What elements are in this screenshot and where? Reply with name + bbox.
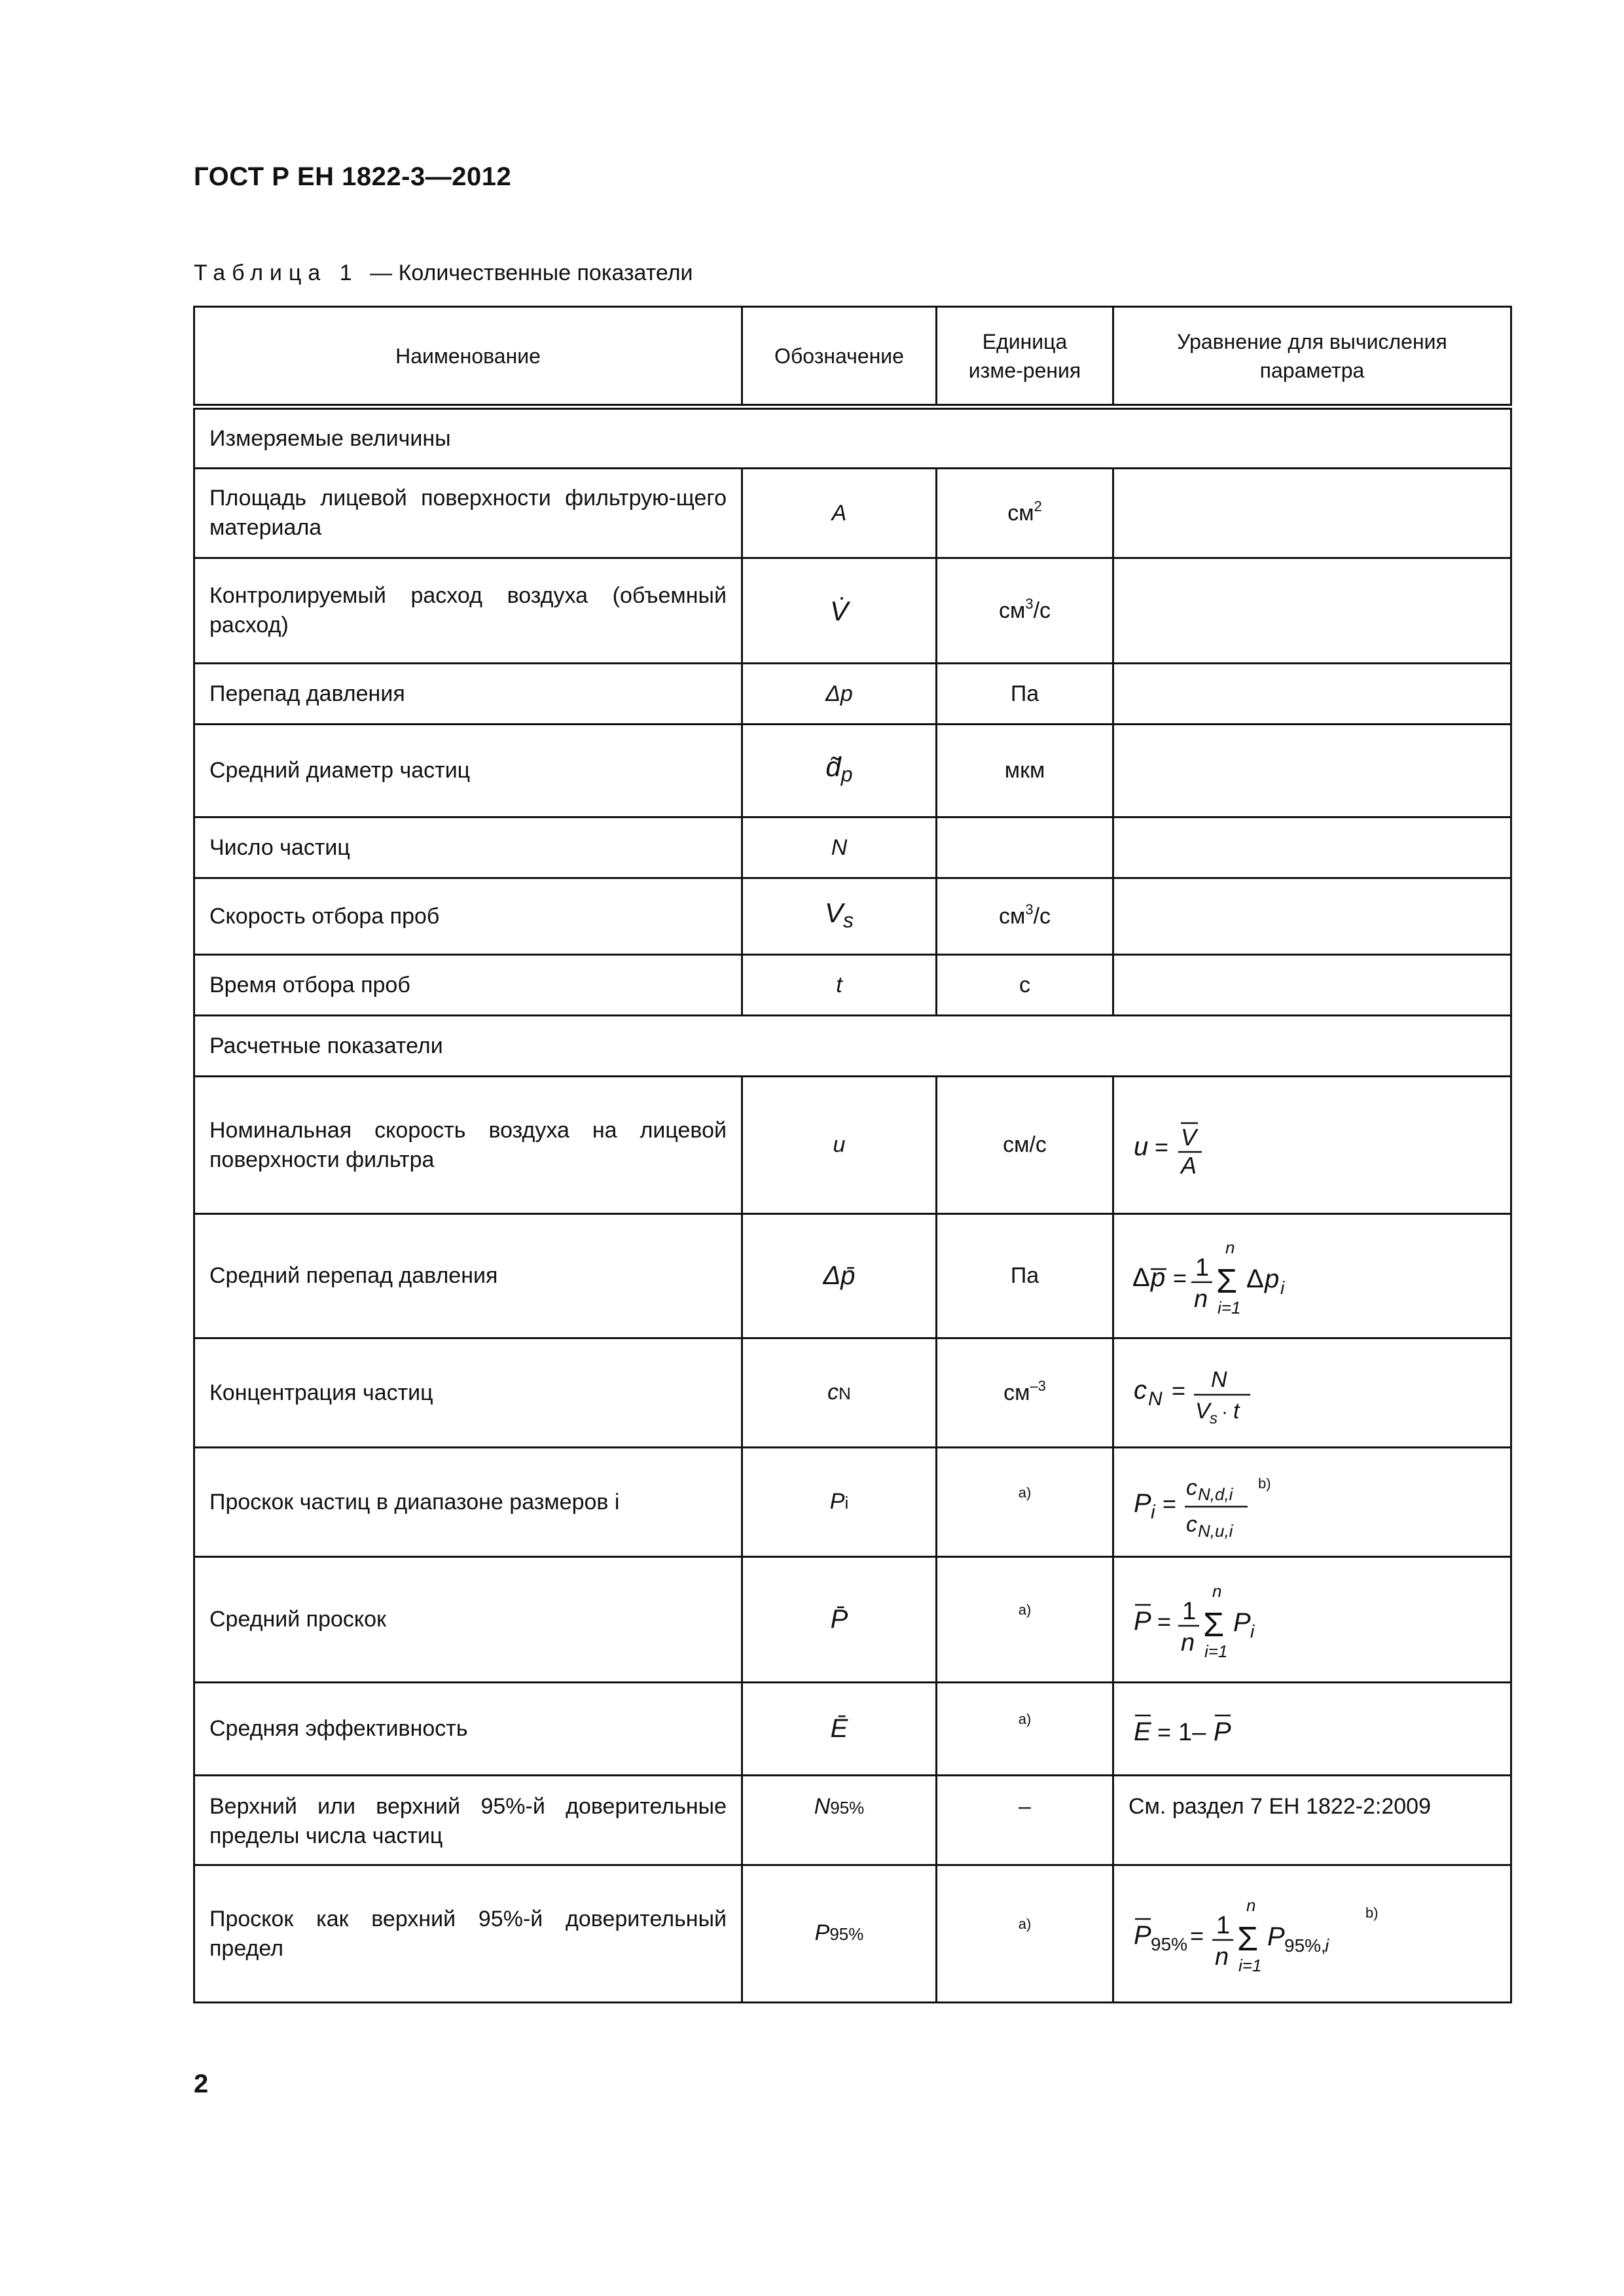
footnote-a: a) — [1018, 1916, 1032, 1932]
eq-den: A — [1181, 1151, 1197, 1179]
eq-den-t: t — [1233, 1399, 1240, 1424]
table-row — [194, 1683, 1511, 1776]
row-unit: – — [937, 1776, 1113, 1865]
row-equation — [1113, 725, 1511, 817]
eq-one: 1 — [1182, 1597, 1197, 1625]
unit-sup: 3 — [1025, 595, 1034, 612]
row-equation — [1113, 469, 1511, 558]
row-name: Средний диаметр частиц — [194, 725, 742, 817]
equation-formula — [1128, 1460, 1338, 1545]
symbol-main: N — [814, 1794, 831, 1819]
table-caption — [194, 260, 693, 286]
table-row — [194, 664, 1511, 725]
row-name: Проскок частиц в диапазоне размеров i — [194, 1448, 742, 1557]
table-caption-title: — Количественные показатели — [370, 260, 693, 285]
eq-sign: = — [1173, 1264, 1187, 1291]
row-name: Средняя эффективность — [194, 1683, 742, 1776]
section-title-measured: Измеряемые величины — [194, 407, 1511, 469]
row-symbol: Δp — [742, 664, 937, 725]
eq-lhs-sub: 95% — [1151, 1933, 1188, 1954]
table-row — [194, 1338, 1511, 1448]
table-row — [194, 1557, 1511, 1683]
sum-sigma: Σ — [1237, 1920, 1259, 1958]
row-symbol — [742, 725, 937, 817]
symbol-main: V — [824, 897, 843, 928]
row-equation — [1113, 1077, 1511, 1214]
symbol-main: d̃ — [825, 751, 841, 783]
eq-p-sub: 95%, — [1284, 1935, 1326, 1956]
row-symbol: t — [742, 955, 937, 1016]
unit-text: см — [1003, 1380, 1030, 1405]
row-symbol: Ē — [742, 1683, 937, 1776]
symbol-sub: 95% — [829, 1924, 864, 1944]
table-row — [194, 1448, 1511, 1557]
row-unit: см/с — [937, 1077, 1113, 1214]
quantities-table — [193, 306, 1510, 2003]
row-name: Концентрация частиц — [194, 1338, 742, 1448]
unit-after: /с — [1033, 598, 1051, 623]
document-title: ГОСТ Р ЕН 1822-3—2012 — [194, 162, 512, 191]
table-row — [194, 558, 1511, 664]
footnote-a: a) — [1018, 1484, 1032, 1501]
symbol-sub: 95% — [830, 1798, 865, 1818]
table-row — [194, 955, 1511, 1016]
equation-formula — [1128, 1227, 1344, 1325]
footnote-b: b) — [1258, 1475, 1271, 1492]
row-unit: Па — [937, 1214, 1113, 1338]
row-unit — [937, 817, 1113, 878]
row-name: Скорость отбора проб — [194, 878, 742, 955]
eq-one: 1 — [1195, 1253, 1210, 1282]
table-caption-label: Таблица 1 — [194, 260, 359, 285]
sum-lower: i=1 — [1218, 1297, 1241, 1318]
table-row — [194, 469, 1511, 558]
eq-den-v: V — [1195, 1399, 1210, 1424]
header-name: Наименование — [194, 307, 742, 407]
eq-p: p — [1265, 1264, 1280, 1293]
row-unit: с — [937, 955, 1113, 1016]
header-unit — [937, 307, 1113, 407]
symbol-sub: p — [840, 762, 853, 786]
equation-formula — [1128, 1571, 1312, 1669]
sum-lower: i=1 — [1204, 1641, 1228, 1661]
eq-lhs: P — [1134, 1606, 1151, 1636]
table-row — [194, 1776, 1511, 1865]
unit-sup: –3 — [1030, 1377, 1046, 1394]
equation-formula — [1128, 1885, 1403, 1983]
row-symbol — [742, 1865, 937, 2003]
eq-sign: = — [1157, 1718, 1172, 1746]
row-symbol: N — [742, 817, 937, 878]
sum-sigma: Σ — [1216, 1262, 1238, 1300]
header-equation-text: Уравнение для вычисления параметра — [1177, 329, 1447, 382]
table-row — [194, 1214, 1511, 1338]
eq-delta2: Δ — [1246, 1264, 1264, 1293]
unit-text: см — [1007, 500, 1034, 526]
section-row-measured — [194, 407, 1511, 469]
eq-lhs-sub: i — [1151, 1501, 1155, 1523]
eq-sign: = — [1190, 1922, 1204, 1949]
eq-p: P — [1233, 1607, 1251, 1637]
row-name: Номинальная скорость воздуха на лицевой поверхности фильтра — [194, 1077, 742, 1214]
eq-den-c: c — [1186, 1512, 1197, 1537]
eq-lhs: c — [1134, 1376, 1147, 1405]
eq-one: 1 — [1216, 1911, 1231, 1939]
eq-sign: = — [1157, 1607, 1172, 1635]
eq-num: N — [1211, 1367, 1227, 1392]
row-symbol: Δp̄ — [742, 1214, 937, 1338]
row-unit — [937, 1557, 1113, 1683]
eq-lhs: u — [1134, 1132, 1149, 1161]
symbol-sub: i — [844, 1492, 849, 1513]
eq-den-dot: · — [1221, 1401, 1228, 1423]
eq-sign: = — [1163, 1490, 1177, 1517]
eq-p: P — [1267, 1922, 1285, 1951]
symbol-main: P — [829, 1488, 845, 1514]
row-equation — [1113, 1865, 1511, 2003]
row-name: Средний проскок — [194, 1557, 742, 1683]
row-name: Средний перепад давления — [194, 1214, 742, 1338]
row-equation — [1113, 817, 1511, 878]
row-name: Время отбора проб — [194, 955, 742, 1016]
unit-sup: 2 — [1034, 497, 1042, 514]
equation-formula — [1128, 1700, 1286, 1759]
eq-den-sub: N,u,i — [1198, 1521, 1233, 1541]
row-equation — [1113, 1338, 1511, 1448]
table-row — [194, 817, 1511, 878]
header-unit-text: Единица изме-рения — [968, 329, 1081, 382]
row-name: Проскок как верхний 95%-й доверительный предел — [194, 1865, 742, 2003]
symbol-sub: N — [839, 1383, 851, 1403]
unit-after: /с — [1033, 903, 1051, 929]
eq-den-s: s — [1210, 1410, 1218, 1427]
eq-num-c: c — [1186, 1475, 1197, 1500]
row-equation — [1113, 1214, 1511, 1338]
row-symbol — [742, 1776, 937, 1865]
eq-num: V — [1181, 1123, 1197, 1151]
row-unit — [937, 1338, 1113, 1448]
row-unit — [937, 878, 1113, 955]
row-unit: мкм — [937, 725, 1113, 817]
row-symbol: P̄ — [742, 1557, 937, 1683]
symbol-main: P — [814, 1920, 830, 1945]
row-symbol: V̇ — [742, 558, 937, 664]
row-equation — [1113, 955, 1511, 1016]
unit-text: см — [998, 903, 1026, 929]
table-row — [194, 1077, 1511, 1214]
sum-upper: n — [1246, 1895, 1256, 1915]
header-symbol: Обозначение — [742, 307, 937, 407]
row-name: Верхний или верхний 95%-й доверительные пределы числа частиц — [194, 1776, 742, 1865]
table-row — [194, 725, 1511, 817]
symbol-sub: s — [843, 908, 854, 932]
row-symbol — [742, 1338, 937, 1448]
table-row — [194, 878, 1511, 955]
row-equation — [1113, 878, 1511, 955]
row-equation — [1113, 1448, 1511, 1557]
footnote-a: a) — [1018, 1711, 1032, 1727]
row-equation — [1113, 558, 1511, 664]
row-unit — [937, 1865, 1113, 2003]
eq-sub-i: i — [1280, 1277, 1285, 1298]
sum-upper: n — [1225, 1237, 1235, 1257]
eq-p-sub-i: i — [1325, 1935, 1329, 1956]
row-unit: Па — [937, 664, 1113, 725]
header-equation — [1113, 307, 1511, 407]
eq-lhs: P — [1134, 1489, 1151, 1518]
row-equation — [1113, 1557, 1511, 1683]
eq-p: P — [1214, 1717, 1231, 1746]
equation-formula — [1128, 1350, 1299, 1435]
row-name: Перепад давления — [194, 664, 742, 725]
eq-lhs-sub: N — [1148, 1388, 1163, 1410]
eq-lhs: E — [1134, 1717, 1151, 1746]
unit-text: см — [998, 598, 1026, 623]
eq-n: n — [1194, 1285, 1208, 1313]
row-symbol: u — [742, 1077, 937, 1214]
table-row — [194, 1865, 1511, 2003]
section-row-calculated — [194, 1016, 1511, 1077]
symbol-main: c — [827, 1379, 839, 1405]
row-equation — [1113, 1683, 1511, 1776]
unit-sup: 3 — [1025, 901, 1034, 918]
eq-num-sub: N,d,i — [1198, 1484, 1233, 1504]
footnote-b: b) — [1365, 1904, 1379, 1921]
row-unit — [937, 558, 1113, 664]
row-unit — [937, 1683, 1113, 1776]
row-unit — [937, 1448, 1113, 1557]
equation-formula — [1128, 1103, 1259, 1188]
eq-lhs: P — [1134, 1920, 1151, 1950]
row-unit — [937, 469, 1113, 558]
section-title-calculated: Расчетные показатели — [194, 1016, 1511, 1077]
row-equation: См. раздел 7 ЕН 1822-2:2009 — [1113, 1776, 1511, 1865]
footnote-a: a) — [1018, 1602, 1032, 1618]
sum-sigma: Σ — [1203, 1605, 1225, 1644]
row-name: Площадь лицевой поверхности фильтрую-щего материала — [194, 469, 742, 558]
eq-delta: Δ — [1132, 1263, 1150, 1292]
eq-sign: = — [1172, 1377, 1186, 1404]
eq-n: n — [1181, 1628, 1195, 1657]
eq-n: n — [1215, 1943, 1229, 1971]
eq-lhs: p — [1151, 1263, 1166, 1292]
row-symbol — [742, 1448, 937, 1557]
page-number: 2 — [194, 2070, 209, 2098]
row-symbol: A — [742, 469, 937, 558]
eq-sub-i: i — [1250, 1621, 1255, 1641]
row-symbol — [742, 878, 937, 955]
row-name: Число частиц — [194, 817, 742, 878]
row-name: Контролируемый расход воздуха (объемный расход) — [194, 558, 742, 664]
eq-sign: = — [1155, 1133, 1169, 1160]
eq-one-minus: 1– — [1178, 1718, 1206, 1746]
sum-upper: n — [1212, 1581, 1222, 1601]
sum-lower: i=1 — [1238, 1955, 1262, 1975]
table-header-row — [194, 307, 1511, 407]
row-equation — [1113, 664, 1511, 725]
